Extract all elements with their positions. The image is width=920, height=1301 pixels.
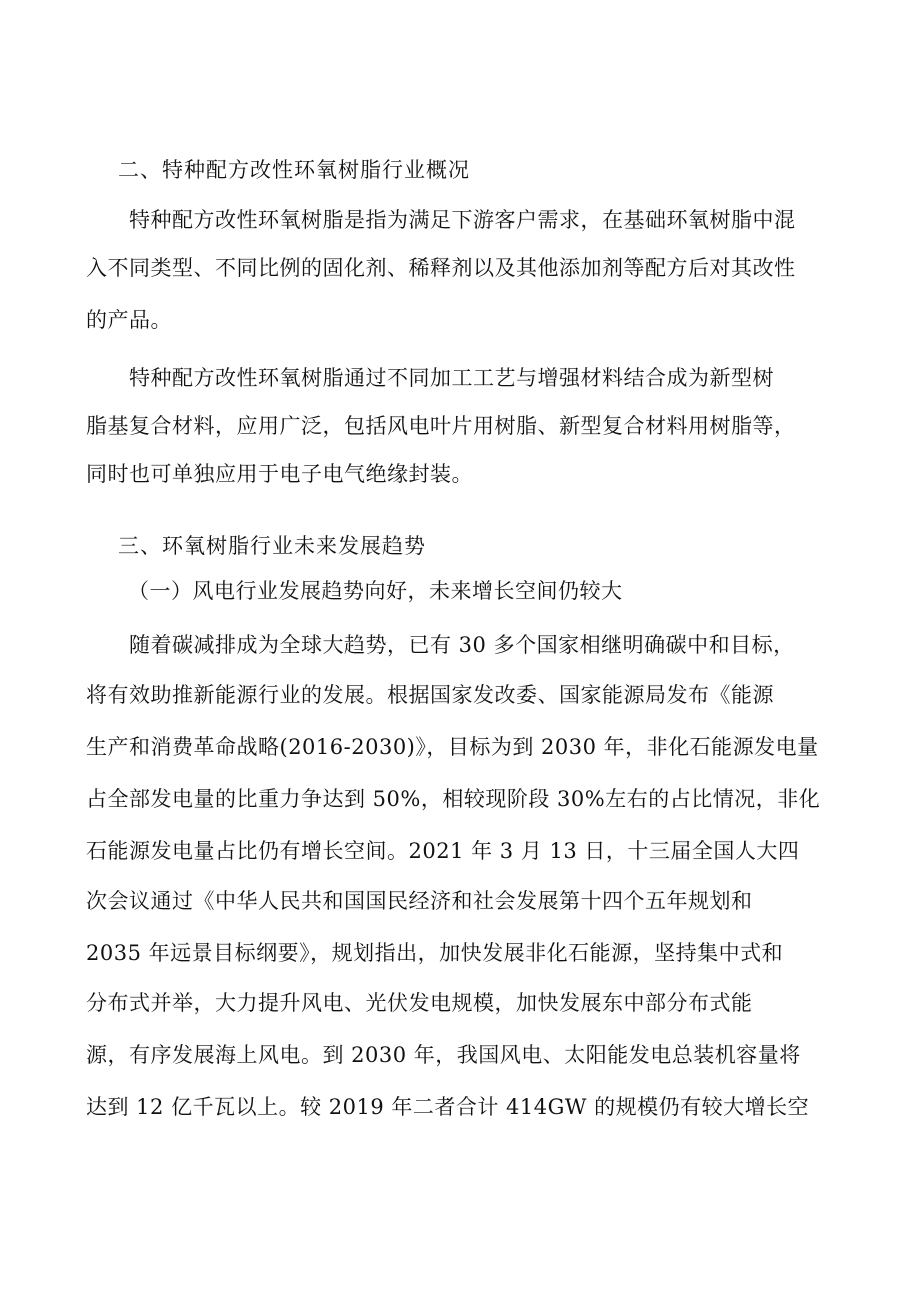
paragraph-line: 石能源发电量占比仍有增长空间。2021 年 3 月 13 日，十三届全国人大四	[86, 839, 800, 863]
paragraph-line: 分布式并举，大力提升风电、光伏发电规模，加快发展东中部分布式能	[86, 991, 753, 1015]
subsection-heading: （一）风电行业发展趋势向好，未来增长空间仍较大	[128, 579, 623, 603]
paragraph-line: 随着碳减排成为全球大趋势，已有 30 多个国家相继明确碳中和目标，	[129, 633, 795, 657]
paragraph-line: 2035 年远景目标纲要》，规划指出，加快发展非化石能源，坚持集中式和	[86, 941, 784, 965]
paragraph-line: 生产和消费革命战略(2016-2030)》，目标为到 2030 年，非化石能源发电量	[86, 735, 819, 759]
paragraph-line: 特种配方改性环氧树脂通过不同加工工艺与增强材料结合成为新型树	[129, 366, 774, 390]
paragraph-line: 占全部发电量的比重力争达到 50%，相较现阶段 30%左右的占比情况，非化	[86, 787, 821, 811]
paragraph-line: 脂基复合材料，应用广泛，包括风电叶片用树脂、新型复合材料用树脂等，	[86, 414, 796, 438]
paragraph-line: 将有效助推新能源行业的发展。根据国家发改委、国家能源局发布《能源	[86, 683, 774, 707]
paragraph-line: 达到 12 亿千瓦以上。较 2019 年二者合计 414GW 的规模仍有较大增长空	[86, 1095, 810, 1119]
section-heading-3: 三、环氧树脂行业未来发展趋势	[118, 534, 426, 558]
paragraph-line: 入不同类型、不同比例的固化剂、稀释剂以及其他添加剂等配方后对其改性	[86, 256, 796, 280]
paragraph-line: 次会议通过《中华人民共和国国民经济和社会发展第十四个五年规划和	[86, 889, 753, 913]
paragraph-line: 源，有序发展海上风电。到 2030 年，我国风电、太阳能发电总装机容量将	[86, 1043, 801, 1067]
paragraph-line: 的产品。	[86, 308, 172, 332]
paragraph-line: 特种配方改性环氧树脂是指为满足下游客户需求，在基础环氧树脂中混	[129, 208, 796, 232]
section-heading-2: 二、特种配方改性环氧树脂行业概况	[118, 158, 470, 182]
paragraph-line: 同时也可单独应用于电子电气绝缘封装。	[86, 462, 473, 486]
